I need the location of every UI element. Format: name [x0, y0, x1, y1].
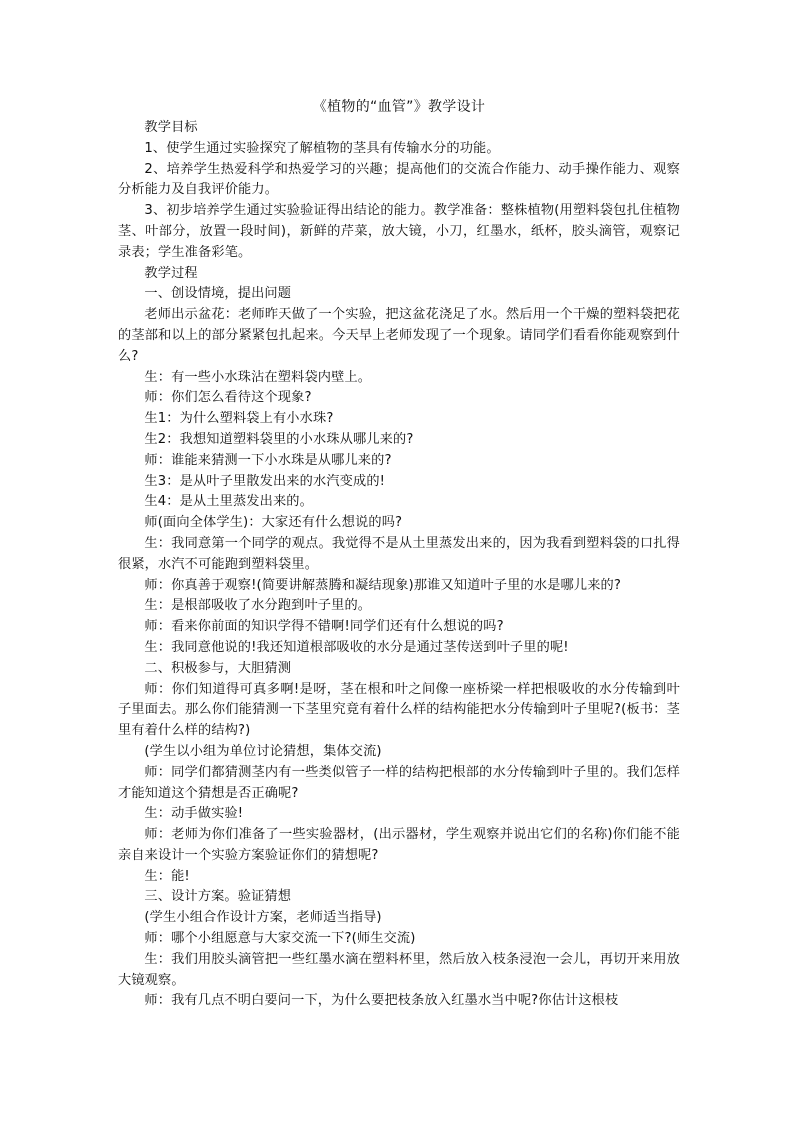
- paragraph: 师：同学们都猜测茎内有一些类似管子一样的结构把根部的水分传输到叶子里的。我们怎样才能知道这个猜想是否正确呢?: [118, 764, 680, 801]
- document-body: [118, 118, 680, 1012]
- paragraph: 生：我同意第一个同学的观点。我觉得不是从土里蒸发出来的，因为我看到塑料袋的口扎得很紧，水汽不可能跑到塑料袋里。: [118, 535, 680, 572]
- paragraph: 教学目标: [144, 120, 198, 135]
- document-title: 《植物的“血管”》教学设计: [312, 99, 486, 115]
- paragraph: 师(面向全体学生)：大家还有什么想说的吗?: [144, 515, 403, 531]
- paragraph: 一、创设情境，提出问题: [144, 286, 292, 302]
- paragraph: 师：你们怎么看待这个现象?: [144, 390, 312, 406]
- paragraph: (学生小组合作设计方案，老师适当指导): [144, 910, 382, 926]
- paragraph: 师：谁能来猜测一下小水珠是从哪儿来的?: [144, 452, 392, 468]
- paragraph: 三、设计方案。验证猜想: [144, 889, 292, 905]
- paragraph: 师：看来你前面的知识学得不错啊!同学们还有什么想说的吗?: [144, 619, 504, 635]
- paragraph: 1、使学生通过实验探究了解植物的茎具有传输水分的功能。: [144, 140, 500, 156]
- paragraph: 生2：我想知道塑料袋里的小水珠从哪儿来的?: [144, 431, 414, 447]
- paragraph: (学生以小组为单位讨论猜想，集体交流): [144, 743, 382, 759]
- paragraph: 生：有一些小水珠沾在塑料袋内壁上。: [144, 369, 372, 385]
- paragraph: 3、初步培养学生通过实验验证得出结论的能力。教学准备：整株植物(用塑料袋包扎住植物茎、叶部分，放置一段时间)，新鲜的芹菜，放大镜，小刀，红墨水，纸杯，胶头滴管，观察记录表；学生准备彩笔。: [118, 203, 680, 260]
- paragraph: 生：动手做实验!: [144, 806, 244, 822]
- paragraph: 生4：是从土里蒸发出来的。: [144, 494, 313, 510]
- paragraph: 生：能!: [144, 868, 190, 884]
- paragraph: 老师出示盆花：老师昨天做了一个实验，把这盆花浇足了水。然后用一个干燥的塑料袋把花的茎部和以上的部分紧紧包扎起来。今天早上老师发现了一个现象。请同学们看看你能观察到什么?: [118, 307, 680, 364]
- paragraph: 生3：是从叶子里散发出来的水汽变成的!: [144, 473, 386, 489]
- paragraph: 生：是根部吸收了水分跑到叶子里的。: [144, 598, 372, 614]
- paragraph: 二、积极参与，大胆猜测: [144, 660, 292, 676]
- paragraph: 师：老师为你们准备了一些实验器材，(出示器材，学生观察并说出它们的名称)你们能不能亲自来设计一个实验方案验证你们的猜想呢?: [118, 827, 680, 863]
- paragraph: 师：哪个小组愿意与大家交流一下?(师生交流): [144, 931, 416, 947]
- paragraph: 生：我们用胶头滴管把一些红墨水滴在塑料杯里，然后放入枝条浸泡一会儿，再切开来用放大镜观察。: [118, 951, 680, 988]
- paragraph: 生：我同意他说的!我还知道根部吸收的水分是通过茎传送到叶子里的呢!: [144, 639, 569, 655]
- paragraph: 教学过程: [144, 265, 198, 281]
- paragraph: 师：我有几点不明白要问一下，为什么要把枝条放入红墨水当中呢?你估计这根枝: [144, 993, 619, 1009]
- paragraph: 师：你真善于观察!(简要讲解蒸腾和凝结现象)那谁又知道叶子里的水是哪儿来的?: [144, 577, 622, 593]
- paragraph: 2、培养学生热爱科学和热爱学习的兴趣；提高他们的交流合作能力、动手操作能力、观察分析能力及自我评价能力。: [118, 161, 680, 198]
- paragraph: 师：你们知道得可真多啊!是呀，茎在根和叶之间像一座桥梁一样把根吸收的水分传输到叶子里面去。那么你们能猜测一下茎里究竟有着什么样的结构能把水分传输到叶子里呢?(板书：茎里有着什么样的结构?): [118, 681, 680, 739]
- paragraph: 生1：为什么塑料袋上有小水珠?: [144, 411, 334, 427]
